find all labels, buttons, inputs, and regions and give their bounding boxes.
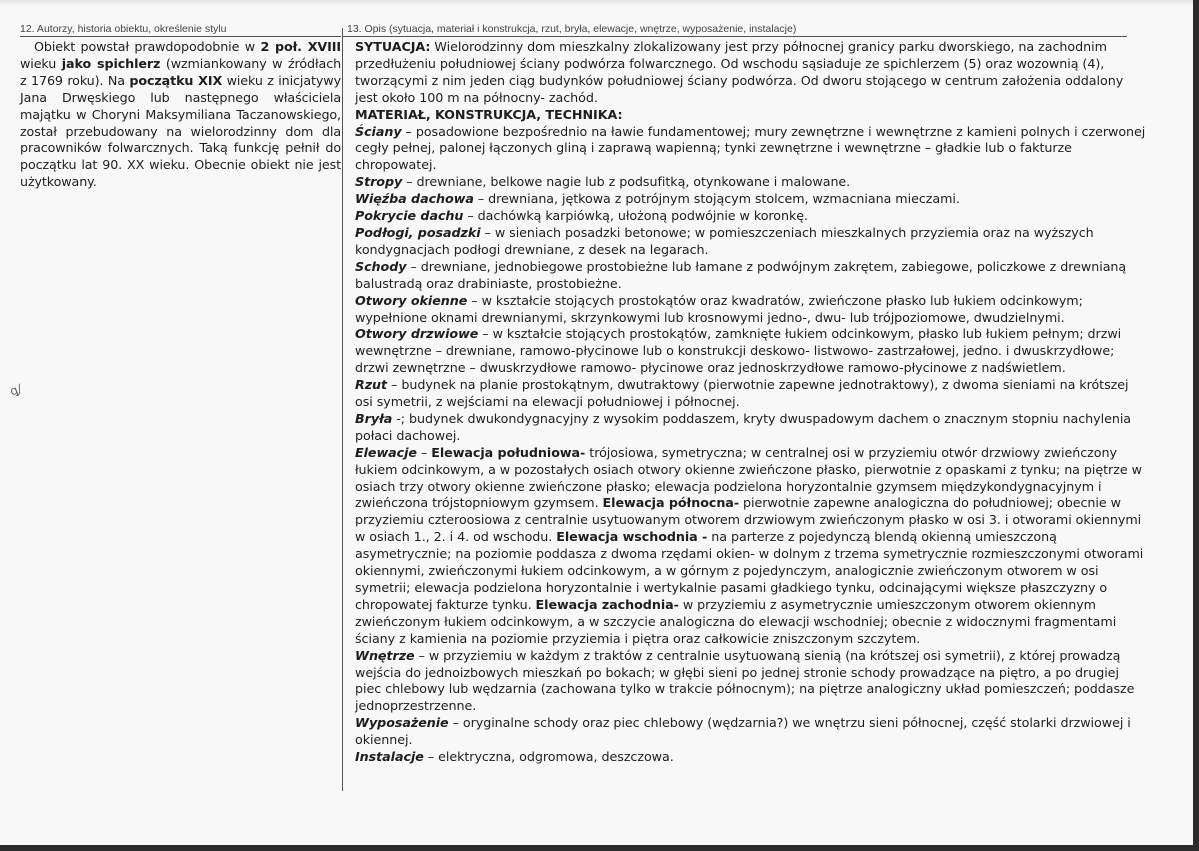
bold-phrase: 2 poł. XVIII [260,39,341,54]
text-run: pierwotnie zapewne analogiczna do południowej; obecnie w przyziemiu czteroosiowa z centralnie usytuowanym otworem drzwiowym zwieńczonym płasko w osi 3. i otworami okiennymi w osiach 1., 2. i 4. od wschodu. [355,495,1142,545]
item-label: Otwory drzwiowe [355,326,479,342]
item-text: – w przyziemiu w każdym z traktów z centralnie usytuowaną sienią (na krótszej osi symetrii), z której prowadzą wejścia do jednoizbowych mieszkań po bokach; w głębi sieni po jednej stronie schody prowadzące na piętro, a po drugiej piec chlebowy lub wędzarnia (zachowana tylko w trakcie północnym); na piętrze analogiczny układ pomieszczeń; poddasze jednoprzestrzenne. [355,647,1135,714]
construction-items [355,124,1147,445]
item-text: -; budynek dwukondygnacyjny z wysokim poddaszem, kryty dwuspadowym dachem o znacznym stopniu nachylenia połaci dachowej. [355,410,1132,443]
situation-label: SYTUACJA: [355,39,431,54]
scan-shadow [0,0,1193,6]
item-label: Otwory okienne [355,292,468,308]
interior-items [355,648,1147,766]
handwritten-mark: ꝗ/ [7,381,24,399]
item-text: – w kształcie stojących prostokątów, zamknięte łukiem odcinkowym, płasko lub łukiem pełnym; drzwi wewnętrzne – drewniane, ramowo-płycinowe lub o konstrukcji deskowo- listwowo- zastrzałowej, jedno. i dwuskrzydłowe; drzwi zewnętrzne – dwuskrzydłowe ramowo- płycinowe oraz jednoskrzydłowe ramowo-płycinowe z nadświetlem. [355,326,1122,376]
material-heading-text: MATERIAŁ, KONSTRUKCJA, TECHNIKA: [355,106,623,122]
description-item [355,749,1147,766]
item-text: – posadowione bezpośrednio na ławie fundamentowej; mury zewnętrzne i wewnętrzne z kamieni polnych i czerwonej cegły pełnej, palonej łączonych gliną i zaprawą wapienną; tynki zewnętrzne i wewnętrzne – gładkie lub o fakturze chropowatej. [355,123,1146,173]
elevations-paragraph [355,445,1147,648]
item-text: – dachówką karpiówką, ułożoną podwójnie w koronkę. [463,208,809,224]
item-label: Elewacje [355,444,417,460]
item-label: Rzut [355,377,388,393]
description-item [355,174,1147,191]
bold-phrase: Elewacja północna- [602,495,740,511]
item-text: – drewniane, jednobiegowe prostobieżne lub łamane z podwójnym zakrętem, zabiegowe, policzkowe z drewnianą balustradą oraz drabiniaste, prostobieżne. [355,258,1127,291]
section-13-header: 13. Opis (sytuacja, materiał i konstrukcja, rzut, bryła, elewacje, wnętrze, wyposażenie, instalacje) [343,24,1127,37]
item-label: Bryła [355,410,393,426]
item-label: Stropy [355,174,403,190]
section-12 [20,23,342,191]
item-label: Podłogi, posadzki [355,224,481,240]
item-text: – elektryczna, odgromowa, deszczowa. [423,749,674,765]
description-item [355,293,1147,327]
text-run: – [416,444,432,460]
bold-phrase: Elewacja zachodnia- [535,596,679,612]
item-text: – w kształcie stojących prostokątów oraz kwadratów, zwieńczone płasko lub łukiem odcinkowym; wypełnione oknami drewnianymi, skrzynkowymi lub krosnowymi jedno-, dwu- lub trójpoziomowe, dwudzielnymi. [355,292,1083,325]
description-text [343,39,1147,766]
item-label: Schody [355,258,407,274]
section-12-header: 12. Autorzy, historia obiektu, określenie stylu [20,24,341,37]
text-run: w przyziemiu z asymetrycznie umieszczonym otworem okiennym zwieńczonym łukiem odcinkowym, a w szczycie analogiczna do elewacji wschodniej; obecnie z widocznymi fragmentami ściany z kamienia na poziomie przyziemia i piętra oraz całkowicie zniszczonym szczytem. [355,596,1117,646]
description-item [355,715,1147,749]
description-item [355,225,1147,259]
bold-phrase: Elewacja wschodnia - [556,529,708,545]
bold-phrase: Elewacja południowa- [431,444,586,460]
item-label: Instalacje [355,749,424,765]
item-text: – w sieniach posadzki betonowe; w pomieszczeniach mieszkalnych przyziemia oraz na wyższych kondygnacjach podłogi drewniane, z desek na legarach. [355,224,1094,257]
description-item [355,648,1147,716]
text-run: (wzmiankowany w źródłach z 1769 roku). Na [20,55,342,88]
description-item [355,326,1147,377]
description-item [355,259,1147,293]
item-text: – budynek na planie prostokątnym, dwutraktowy (pierwotnie zapewne jednotraktowy), z dwoma sieniami na krótszej osi symetrii, z wejściami na elewacji południowej i północnej. [355,377,1129,410]
text-run: trójosiowa, symetryczna; w centralnej osi w przyziemiu otwór drzwiowy zwieńczony łukiem odcinkowym, a w pozostałych osiach otwory okienne zwieńczone płasko, pierwotnie z opaskami z tynku; na piętrze w osiach trzy otwory okienne zwieńczone płasko; elewacja podzielona horyzontalnie gzymsem międzykondygnacyjnym i zwieńczona trójstopniowym gzymsem. [355,444,1142,511]
item-label: Ściany [355,123,402,139]
bold-phrase: początku XIX [129,72,223,88]
text-run: na parterze z pojedynczą blendą okienną umieszczoną asymetrycznie; na poziomie poddasza z dwoma rzędami okien- w dolnym z trzema symetrycznie rozmieszczonymi otworami okiennymi, zwieńczonymi łukiem odcinkowym, a w górnym z pojedynczym, analogicznie zwieńczonym otworem w osi symetrii; elewacja podzielona horyzontalnie i wertykalnie pasami gładkiego tynku, odcinającymi większe płaszczyzny o chropowatej fakturze tynku. [355,529,1144,612]
text-run: wieku [20,55,62,71]
description-item [355,411,1147,445]
situation-text: Wielorodzinny dom mieszkalny zlokalizowany jest przy północnej granicy parku dworskiego, na zachodnim przedłużeniu południowej ściany podwórza folwarcznego. Od wschodu sąsiaduje ze spichlerzem (5) oraz wozownią (4), tworzącymi z nim jeden ciąg budynków południowej ściany podwórza. Od dworu stojącego w centrum założenia oddalony jest około 100 m na północny- zachód. [355,39,1124,105]
bold-phrase: jako spichlerz [61,55,161,71]
history-text [20,39,341,191]
description-item [355,191,1147,208]
material-heading [355,107,1147,124]
description-item [355,124,1147,175]
item-label: Więźba dachowa [355,191,474,207]
item-label: Wyposażenie [355,715,449,731]
item-label: Wnętrze [355,647,415,663]
item-text: – drewniana, jętkowa z potrójnym stojącym stolcem, wzmacniana mieczami. [473,191,960,207]
description-item [355,208,1147,225]
item-text: – drewniane, belkowe nagie lub z podsufitką, otynkowane i malowane. [402,174,851,190]
section-13 [342,23,1147,791]
situation-paragraph [355,39,1147,107]
item-label: Pokrycie dachu [355,208,464,224]
description-item [355,377,1147,411]
item-text: – oryginalne schody oraz piec chlebowy (wędzarnia?) we wnętrzu sieni północnej, część stolarki drzwiowej i okiennej. [355,715,1131,748]
text-run: wieku z inicjatywy Jana Drwęskiego lub następnego właściciela majątku w Choryni Maksymiliana Taczanowskiego, został przebudowany na wielorodzinny dom dla pracowników folwarcznych. Taką funkcję pełnił do początku lat 90. XX wieku. Obecnie obiekt nie jest użytkowany. [20,72,341,190]
text-run: Obiekt powstał prawdopodobnie w [34,39,261,54]
